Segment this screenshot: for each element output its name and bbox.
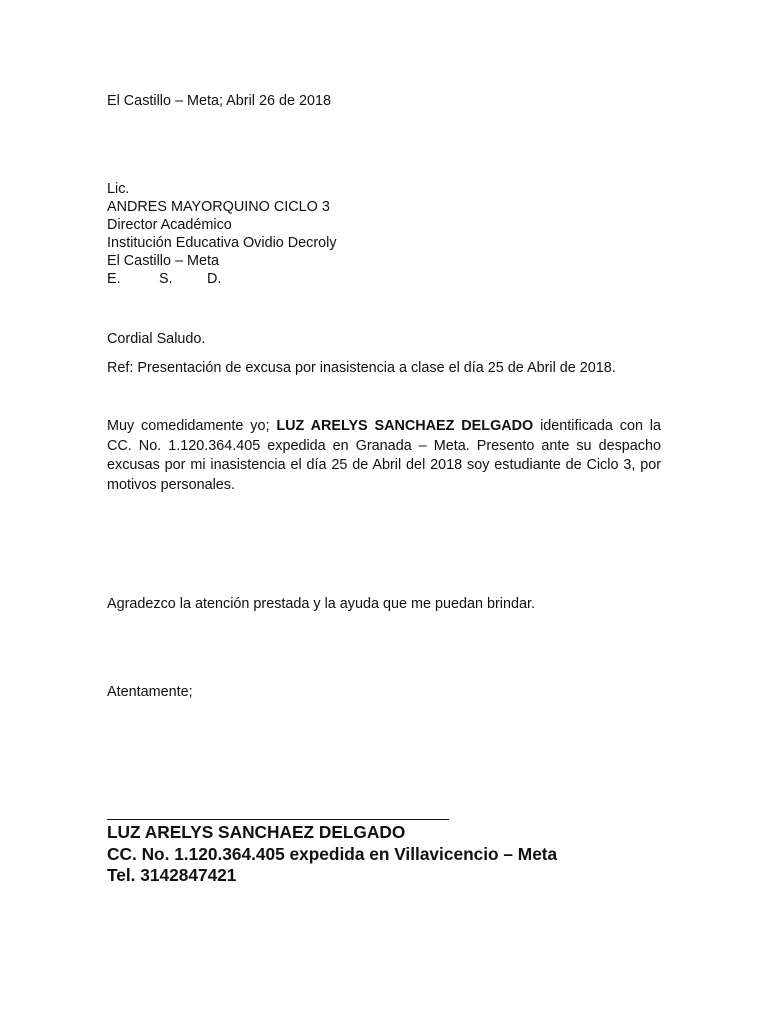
recipient-block [107, 180, 337, 288]
recipient-title: Lic. [107, 181, 130, 197]
greeting: Cordial Saludo. [107, 331, 206, 347]
closing-line: Atentamente; [107, 684, 193, 700]
body-paragraph [107, 417, 661, 495]
reference-line: Ref: Presentación de excusa por inasistencia a clase el día 25 de Abril de 2018. [107, 360, 616, 376]
body-rest: identificada con la CC. No. 1.120.364.405 expedida en Granada – Meta. Presento ante su despacho excusas por mi inasistencia el día 25 de Abril del 2018 soy estudiante de Ciclo 3, por motivos personales. [107, 418, 661, 493]
thanks-line: Agradezco la atención prestada y la ayuda que me puedan brindar. [107, 596, 536, 612]
signature-id: CC. No. 1.120.364.405 expedida en Villavicencio – Meta [107, 843, 558, 864]
esd-s: S. [159, 271, 173, 287]
esd-line [107, 270, 337, 288]
esd-d: D. [207, 271, 222, 287]
signature-name: LUZ ARELYS SANCHAEZ DELGADO [107, 822, 406, 842]
body-name-bold: LUZ ARELYS SANCHAEZ DELGADO [276, 418, 534, 434]
esd-e: E. [107, 271, 121, 287]
recipient-name: ANDRES MAYORQUINO CICLO 3 [107, 199, 330, 215]
recipient-institution: Institución Educativa Ovidio Decroly [107, 235, 337, 251]
signature-block [107, 822, 557, 887]
recipient-city: El Castillo – Meta [107, 253, 219, 269]
place-date: El Castillo – Meta; Abril 26 de 2018 [107, 93, 331, 109]
recipient-position: Director Académico [107, 217, 232, 233]
signature-phone: Tel. 3142847421 [107, 865, 237, 885]
signature-line [107, 819, 449, 820]
body-intro: Muy comedidamente yo; [107, 418, 277, 434]
